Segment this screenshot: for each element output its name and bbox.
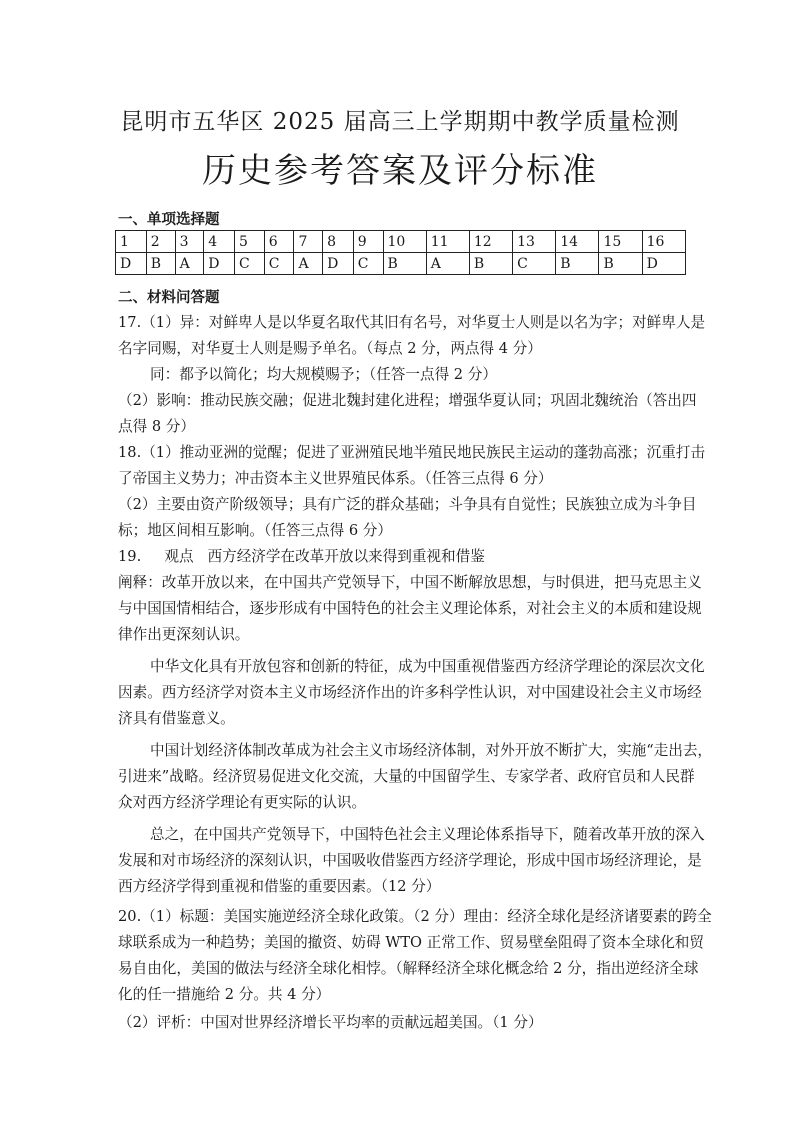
answer-line: （2）影响：推动民族交融；促进北魏封建化进程；增强华夏认同；巩固北魏统治（答出四 bbox=[118, 392, 697, 409]
question-number: 10 bbox=[383, 231, 426, 253]
answer-line: 中华文化具有开放包容和创新的特征，成为中国重视借鉴西方经济学理论的深层次文化 bbox=[150, 658, 705, 675]
answer-line: 总之，在中国共产党领导下，中国特色社会主义理论体系指导下，随着改革开放的深入 bbox=[150, 826, 705, 843]
question-number: 12 bbox=[469, 231, 512, 253]
section-heading-essay: 二、材料问答题 bbox=[118, 290, 220, 306]
answer-cell: B bbox=[469, 253, 512, 275]
answer-line: 名字同赐，对华夏士人则是赐予单名。（每点 2 分，两点得 4 分） bbox=[118, 340, 542, 357]
question-number: 16 bbox=[642, 231, 685, 253]
answer-line: 因素。西方经济学对资本主义市场经济作出的许多科学性认识，对中国建设社会主义市场经 bbox=[118, 684, 702, 701]
answer-cell: A bbox=[175, 253, 204, 275]
question-number: 3 bbox=[175, 231, 204, 253]
answer-line: 引进来”战略。经济贸易促进文化交流，大量的中国留学生、专家学者、政府官员和人民群 bbox=[118, 768, 695, 785]
question-number: 13 bbox=[513, 231, 556, 253]
answer-cell: C bbox=[353, 253, 383, 275]
answer-line: 与中国国情相结合，逐步形成有中国特色的社会主义理论体系，对社会主义的本质和建设规 bbox=[118, 600, 702, 617]
question-number: 8 bbox=[323, 231, 354, 253]
answer-cell: B bbox=[556, 253, 599, 275]
answer-cell: C bbox=[513, 253, 556, 275]
answer-line: 了帝国主义势力；冲击资本主义世界殖民体系。（任答三点得 6 分） bbox=[118, 470, 553, 487]
answer-line: 易自由化，美国的做法与经济全球化相悖。（解释经济全球化概念给 2 分，指出逆经济全球 bbox=[118, 960, 699, 977]
answer-table bbox=[115, 230, 686, 275]
answer-cell: C bbox=[264, 253, 294, 275]
answer-line: 19. 观点 西方经济学在改革开放以来得到重视和借鉴 bbox=[118, 548, 485, 565]
question-number: 9 bbox=[353, 231, 383, 253]
question-number: 1 bbox=[116, 231, 147, 253]
question-number: 5 bbox=[234, 231, 264, 253]
question-number: 2 bbox=[146, 231, 175, 253]
answer-cell: D bbox=[323, 253, 354, 275]
answer-cell: C bbox=[234, 253, 264, 275]
answer-line: （2）主要由资产阶级领导；具有广泛的群众基础；斗争具有自觉性；民族独立成为斗争目 bbox=[118, 496, 697, 513]
answer-line: 化的任一措施给 2 分。共 4 分） bbox=[118, 986, 331, 1003]
answer-line: （2）评析：中国对世界经济增长平均率的贡献远超美国。（1 分） bbox=[118, 1014, 543, 1031]
answer-line: 20.（1）标题：美国实施逆经济全球化政策。（2 分）理由：经济全球化是经济诸要素的跨全 bbox=[118, 908, 712, 925]
answer-line: 17.（1）异：对鲜卑人是以华夏名取代其旧有名号，对华夏士人则是以名为字；对鲜卑人是 bbox=[118, 314, 706, 331]
answer-line: 球联系成为一种趋势；美国的撤资、妨碍 WTO 正常工作、贸易壁垒阻碍了资本全球化和贸 bbox=[118, 934, 704, 951]
question-number: 15 bbox=[599, 231, 642, 253]
answer-cell: B bbox=[383, 253, 426, 275]
answer-cell: B bbox=[146, 253, 175, 275]
answer-line: 18.（1）推动亚洲的觉醒；促进了亚洲殖民地半殖民地民族民主运动的蓬勃高涨；沉重打击 bbox=[118, 444, 706, 461]
answer-line: 济具有借鉴意义。 bbox=[118, 710, 235, 727]
answer-row bbox=[116, 253, 686, 275]
answer-line: 律作出更深刻认识。 bbox=[118, 626, 250, 643]
question-number: 7 bbox=[294, 231, 323, 253]
question-number: 4 bbox=[204, 231, 235, 253]
answer-line: 同：都予以简化；均大规模赐予；（任答一点得 2 分） bbox=[150, 366, 497, 383]
answer-line: 点得 8 分） bbox=[118, 418, 195, 435]
document-title: 历史参考答案及评分标准 bbox=[202, 151, 598, 191]
answer-line: 标；地区间相互影响。（任答三点得 6 分） bbox=[118, 522, 392, 539]
answer-line: 众对西方经济学理论有更实际的认识。 bbox=[118, 794, 367, 811]
answer-line: 中国计划经济体制改革成为社会主义市场经济体制，对外开放不断扩大，实施“走出去， bbox=[150, 742, 713, 759]
question-number: 6 bbox=[264, 231, 294, 253]
question-number: 11 bbox=[426, 231, 469, 253]
answer-cell: B bbox=[599, 253, 642, 275]
question-number: 14 bbox=[556, 231, 599, 253]
answer-cell: D bbox=[642, 253, 685, 275]
answer-cell: D bbox=[116, 253, 147, 275]
question-number-row bbox=[116, 231, 686, 253]
answer-line: 发展和对市场经济的深刻认识，中国吸收借鉴西方经济学理论，形成中国市场经济理论，是 bbox=[118, 852, 702, 869]
answer-cell: A bbox=[426, 253, 469, 275]
answer-cell: D bbox=[204, 253, 235, 275]
answer-line: 阐释：改革开放以来，在中国共产党领导下，中国不断解放思想，与时俱进，把马克思主义 bbox=[118, 574, 702, 591]
answer-cell: A bbox=[294, 253, 323, 275]
section-heading-choice: 一、单项选择题 bbox=[118, 212, 220, 228]
exam-title: 昆明市五华区 2025 届高三上学期期中教学质量检测 bbox=[120, 109, 680, 135]
answer-line: 西方经济学得到重视和借鉴的重要因素。（12 分） bbox=[118, 878, 441, 895]
